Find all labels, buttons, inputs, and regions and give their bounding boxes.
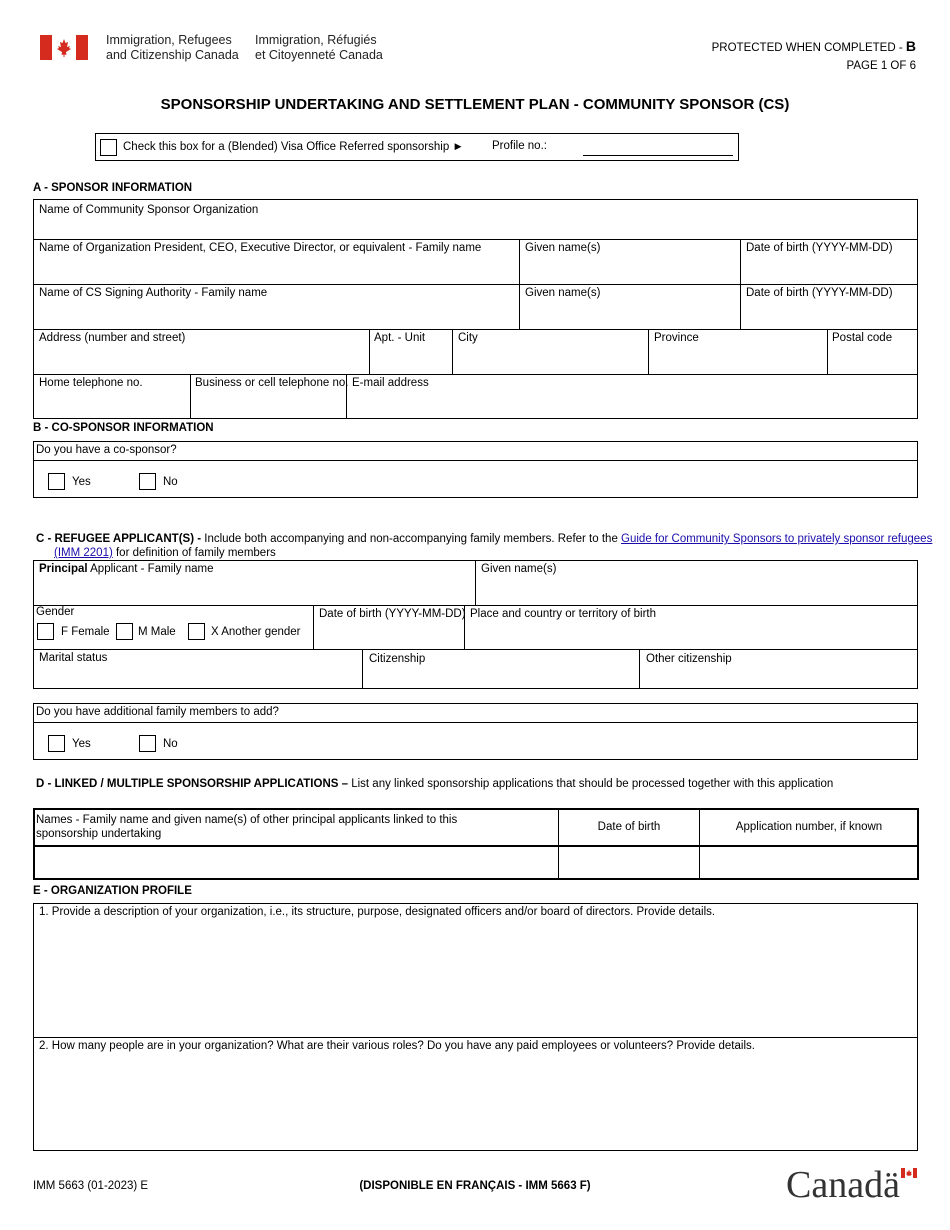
address-field[interactable] xyxy=(34,348,368,373)
protected-text: PROTECTED WHEN COMPLETED - xyxy=(711,42,906,54)
canada-wordmark xyxy=(786,1163,900,1207)
president-dob-label: Date of birth (YYYY-MM-DD) xyxy=(746,242,893,254)
section-d-intro-text: List any linked sponsorship applications that should be processed together with this application xyxy=(351,778,834,790)
province-label: Province xyxy=(654,332,699,344)
guide-link[interactable]: Guide for Community Sponsors to privately sponsor refugees xyxy=(621,533,933,545)
province-field[interactable] xyxy=(649,348,826,373)
principal-bold: Principal xyxy=(39,563,88,575)
citizenship-field[interactable] xyxy=(363,667,638,688)
principal-rest: Applicant - Family name xyxy=(87,563,214,575)
dept-name-fr xyxy=(255,33,383,63)
section-e-heading: E - ORGANIZATION PROFILE xyxy=(33,885,192,897)
gender-another-label: X Another gender xyxy=(211,626,301,638)
col-names-header-line1: Names - Family name and given name(s) of other principal applicants linked to this xyxy=(36,814,458,826)
president-given-label: Given name(s) xyxy=(525,242,601,254)
gender-female-checkbox[interactable] xyxy=(37,623,54,640)
gender-female-label: F Female xyxy=(61,626,110,638)
signing-given-label: Given name(s) xyxy=(525,287,601,299)
apt-field[interactable] xyxy=(370,348,451,373)
president-dob-field[interactable] xyxy=(741,258,917,283)
canada-flag-logo xyxy=(40,35,88,60)
vor-checkbox[interactable] xyxy=(100,139,117,156)
president-family-field[interactable] xyxy=(34,258,518,283)
signing-given-field[interactable] xyxy=(520,303,739,328)
linked-app-number-field[interactable] xyxy=(701,848,917,878)
linked-names-field[interactable] xyxy=(35,848,557,878)
divider xyxy=(33,649,918,650)
family-no-checkbox[interactable] xyxy=(139,735,156,752)
org-name-label: Name of Community Sponsor Organization xyxy=(39,204,259,216)
address-label: Address (number and street) xyxy=(39,332,186,344)
dept-name-fr-line1: Immigration, Réfugiés xyxy=(255,33,377,47)
postal-label: Postal code xyxy=(832,332,893,344)
citizenship-label: Citizenship xyxy=(369,653,426,665)
other-citizenship-field[interactable] xyxy=(640,667,917,688)
signing-dob-field[interactable] xyxy=(741,303,917,328)
family-yes-checkbox[interactable] xyxy=(48,735,65,752)
dept-name-en xyxy=(106,33,239,63)
section-d-intro xyxy=(36,777,833,791)
org-people-field[interactable] xyxy=(34,1055,917,1150)
signing-dob-label: Date of birth (YYYY-MM-DD) xyxy=(746,287,893,299)
section-a-heading: A - SPONSOR INFORMATION xyxy=(33,182,193,194)
form-id: IMM 5663 (01-2023) E xyxy=(33,1180,149,1192)
divider xyxy=(33,722,918,723)
divider xyxy=(33,374,918,375)
other-citizenship-label: Other citizenship xyxy=(646,653,732,665)
col-names-header-line2: sponsorship undertaking xyxy=(36,828,162,840)
cosponsor-yes-label: Yes xyxy=(72,476,91,488)
email-label: E-mail address xyxy=(352,377,429,389)
gender-another-checkbox[interactable] xyxy=(188,623,205,640)
divider xyxy=(33,329,918,330)
canada-wordmark-text: Canadä xyxy=(786,1164,900,1206)
linked-dob-field[interactable] xyxy=(560,848,698,878)
city-field[interactable] xyxy=(453,348,647,373)
french-version-note: (DISPONIBLE EN FRANÇAIS - IMM 5663 F) xyxy=(359,1180,591,1192)
divider xyxy=(33,845,919,847)
profile-no-field[interactable] xyxy=(583,155,733,156)
vor-checkbox-label: Check this box for a (Blended) Visa Office Referred sponsorship ► xyxy=(123,141,464,153)
dept-name-fr-line2: et Citoyenneté Canada xyxy=(255,48,383,62)
email-field[interactable] xyxy=(347,393,917,418)
col-dob-header: Date of birth xyxy=(597,821,661,833)
gender-male-checkbox[interactable] xyxy=(116,623,133,640)
business-tel-field[interactable] xyxy=(191,393,345,418)
dept-name-en-line1: Immigration, Refugees xyxy=(106,33,232,47)
divider xyxy=(558,808,559,880)
profile-no-label: Profile no.: xyxy=(492,140,547,152)
city-label: City xyxy=(458,332,478,344)
business-tel-label: Business or cell telephone no. xyxy=(195,377,349,389)
apt-label: Apt. - Unit xyxy=(374,332,426,344)
col-names-header xyxy=(36,813,457,841)
family-yes-label: Yes xyxy=(72,738,91,750)
form-title: SPONSORSHIP UNDERTAKING AND SETTLEMENT PLAN - COMMUNITY SPONSOR (CS) xyxy=(160,96,790,113)
org-name-field[interactable] xyxy=(34,218,916,238)
cosponsor-yes-checkbox[interactable] xyxy=(48,473,65,490)
principal-given-field[interactable] xyxy=(476,579,917,604)
section-b-heading: B - CO-SPONSOR INFORMATION xyxy=(33,422,214,434)
section-c-intro-end: for definition of family members xyxy=(112,547,276,559)
family-no-label: No xyxy=(163,738,178,750)
org-description-question: 1. Provide a description of your organization, i.e., its structure, purpose, designated officers and/or board of directors. Provide details. xyxy=(39,906,716,918)
principal-family-field[interactable] xyxy=(34,579,474,604)
dept-name-en-line2: and Citizenship Canada xyxy=(106,48,239,62)
applicant-dob-label: Date of birth (YYYY-MM-DD) xyxy=(319,608,466,620)
section-d-heading: D - LINKED / MULTIPLE SPONSORSHIP APPLICATIONS – xyxy=(36,778,352,790)
gender-male-label: M Male xyxy=(138,626,176,638)
org-people-question: 2. How many people are in your organization? What are their various roles? Do you have any paid employees or volunteers? Provide details. xyxy=(39,1040,755,1052)
section-c-heading: C - REFUGEE APPLICANT(S) - xyxy=(36,533,205,545)
divider xyxy=(699,808,700,880)
cosponsor-question: Do you have a co-sponsor? xyxy=(36,444,177,456)
protected-label xyxy=(712,38,916,54)
protected-level: B xyxy=(905,38,916,54)
section-c-intro xyxy=(36,532,933,560)
home-tel-field[interactable] xyxy=(34,393,189,418)
divider xyxy=(33,284,918,285)
president-family-label: Name of Organization President, CEO, Executive Director, or equivalent - Family name xyxy=(39,242,482,254)
gender-label: Gender xyxy=(36,606,75,618)
president-given-field[interactable] xyxy=(520,258,739,283)
cosponsor-no-label: No xyxy=(163,476,178,488)
applicant-dob-field[interactable] xyxy=(314,624,463,648)
principal-family-label xyxy=(39,562,214,576)
postal-field[interactable] xyxy=(828,348,917,373)
home-tel-label: Home telephone no. xyxy=(39,377,143,389)
page-number: PAGE 1 OF 6 xyxy=(846,60,916,72)
signing-family-label: Name of CS Signing Authority - Family name xyxy=(39,287,268,299)
cosponsor-no-checkbox[interactable] xyxy=(139,473,156,490)
signing-family-field[interactable] xyxy=(34,303,518,328)
marital-field[interactable] xyxy=(34,667,361,688)
divider xyxy=(33,460,918,461)
guide-link-imm2201[interactable]: (IMM 2201) xyxy=(54,547,113,559)
divider xyxy=(33,239,918,240)
section-c-intro-text: Include both accompanying and non-accompanying family members. Refer to the xyxy=(204,533,622,545)
principal-given-label: Given name(s) xyxy=(481,563,557,575)
family-members-question: Do you have additional family members to add? xyxy=(36,706,279,718)
divider xyxy=(33,1037,918,1038)
marital-label: Marital status xyxy=(39,652,108,664)
divider xyxy=(33,605,918,606)
birthplace-label: Place and country or territory of birth xyxy=(470,608,656,620)
org-description-field[interactable] xyxy=(34,921,917,1036)
col-app-header: Application number, if known xyxy=(735,821,883,833)
wordmark-flag-icon xyxy=(901,1167,917,1177)
birthplace-field[interactable] xyxy=(465,624,917,648)
